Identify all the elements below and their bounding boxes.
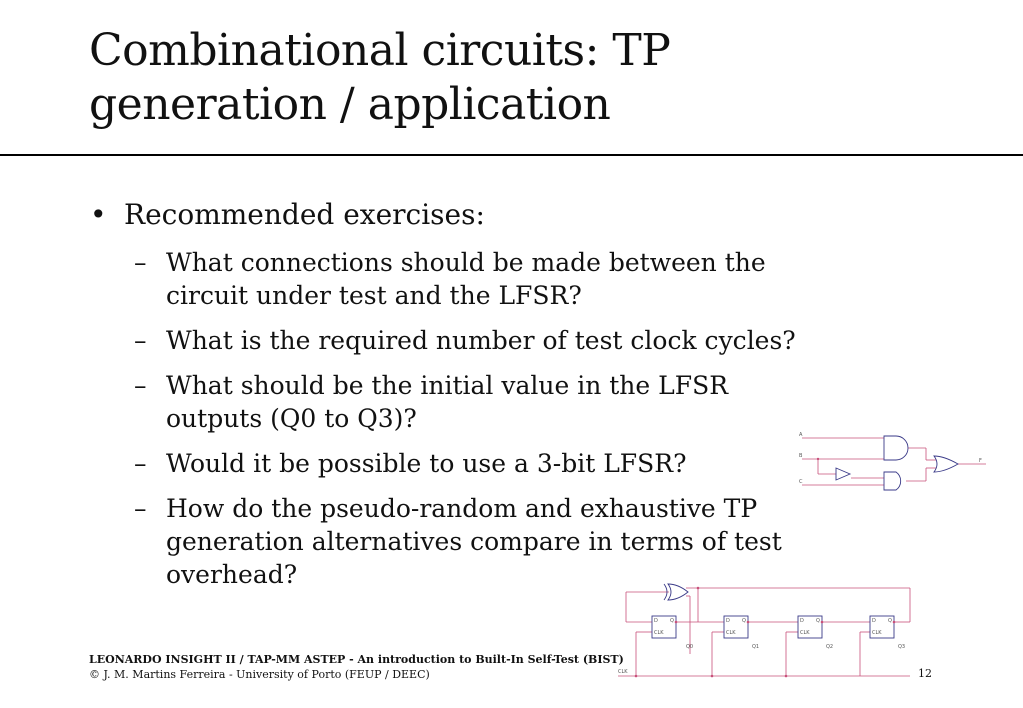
svg-text:Q: Q xyxy=(742,618,746,624)
clock-label: CLK xyxy=(618,669,628,675)
exercise-text: How do the pseudo-random and exhaustive TP generation alternatives compare in terms of test overhead? xyxy=(166,494,782,589)
svg-text:CLK: CLK xyxy=(872,630,882,636)
dash-mark: – xyxy=(134,326,147,355)
svg-text:D: D xyxy=(800,618,804,624)
dash-mark: – xyxy=(134,371,147,400)
input-label: B xyxy=(799,453,803,459)
svg-text:Q: Q xyxy=(816,618,820,624)
input-label: C xyxy=(799,479,803,485)
page-number: 12 xyxy=(918,667,932,680)
exercise-text: What should be the initial value in the LFSR outputs (Q0 to Q3)? xyxy=(166,371,729,433)
q0-label: Q0 xyxy=(686,644,694,650)
svg-text:CLK: CLK xyxy=(654,630,664,636)
footer-copyright-line: © J. M. Martins Ferreira - University of Porto (FEUP / DEEC) xyxy=(89,668,430,681)
dash-mark: – xyxy=(134,248,147,277)
bullet-item xyxy=(90,198,880,232)
bullet-dot-icon: • xyxy=(90,198,107,231)
q2-label: Q2 xyxy=(826,644,834,650)
q3-label: Q3 xyxy=(898,644,906,650)
dash-mark: – xyxy=(134,494,147,523)
bullet-text: Recommended exercises: xyxy=(124,198,485,231)
slide-footer xyxy=(89,652,624,682)
title-line-1: Combinational circuits: TP xyxy=(89,25,671,76)
svg-text:Q: Q xyxy=(888,618,892,624)
svg-text:CLK: CLK xyxy=(726,630,736,636)
slide-title xyxy=(89,24,989,132)
input-label: A xyxy=(799,432,803,438)
lfsr-circuit-diagram xyxy=(614,578,914,682)
exercise-text: What connections should be made between the circuit under test and the LFSR? xyxy=(166,248,766,310)
cut-circuit-diagram xyxy=(796,428,988,498)
footer-course-line: LEONARDO INSIGHT II / TAP-MM ASTEP - An introduction to Built-In Self-Test (BIST) xyxy=(89,653,624,666)
slide-body xyxy=(90,198,880,603)
svg-text:D: D xyxy=(654,618,658,624)
title-line-2: generation / application xyxy=(89,79,611,130)
title-divider xyxy=(0,154,1023,156)
exercise-text: Would it be possible to use a 3-bit LFSR? xyxy=(166,449,687,478)
svg-text:Q: Q xyxy=(670,618,674,624)
exercise-item xyxy=(134,324,880,357)
exercise-text: What is the required number of test clock cycles? xyxy=(166,326,796,355)
exercise-list xyxy=(134,246,880,591)
exercise-item xyxy=(134,492,880,591)
exercise-item xyxy=(134,369,880,435)
q1-label: Q1 xyxy=(752,644,760,650)
svg-text:D: D xyxy=(726,618,730,624)
output-label: F xyxy=(979,458,982,464)
svg-text:D: D xyxy=(872,618,876,624)
svg-text:CLK: CLK xyxy=(800,630,810,636)
dash-mark: – xyxy=(134,449,147,478)
exercise-item xyxy=(134,246,880,312)
exercise-item xyxy=(134,447,880,480)
